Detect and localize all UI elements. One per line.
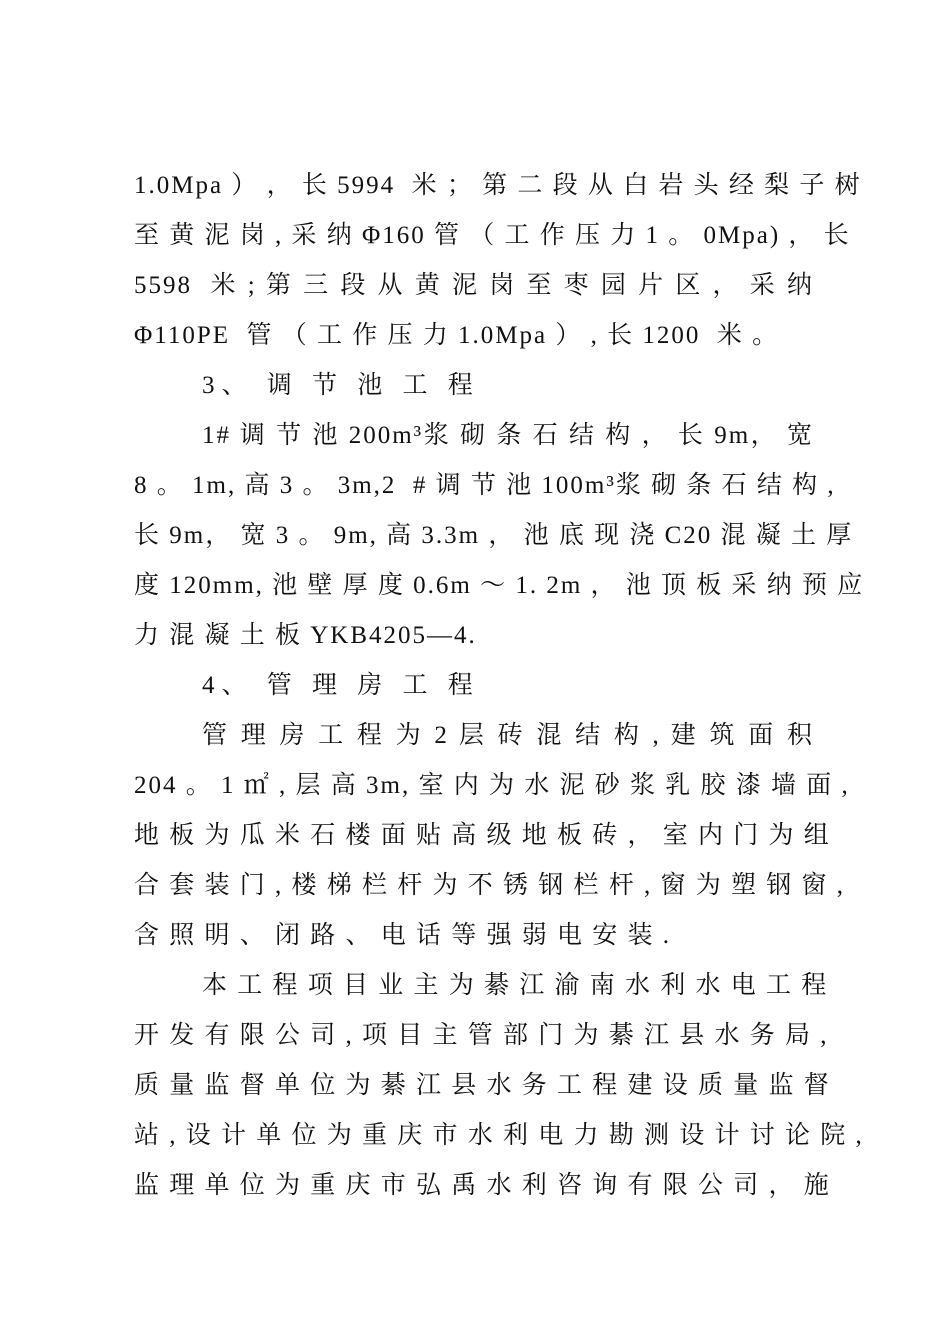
text-line-15: 合 套 装 门 , 楼 梯 栏 杆 为 不 锈 钢 栏 杆 , 窗 为 塑 钢 窗 ,	[134, 872, 846, 899]
text-line-10: 力 混 凝 土 板 YKB4205—4.	[134, 622, 477, 649]
text-line-6: 1# 调 节 池 200m³浆 砌 条 石 结 构 ， 长 9m， 宽	[202, 422, 814, 449]
text-line-17: 本 工 程 项 目 业 主 为 綦 江 渝 南 水 利 水 电 工 程	[202, 972, 829, 999]
text-line-21: 监 理 单 位 为 重 庆 市 弘 禹 水 利 咨 询 有 限 公 司 ， 施	[134, 1172, 831, 1199]
section-heading-3: 3、 调 节 池 工 程	[202, 372, 480, 399]
text-line-16: 含 照 明 、 闭 路 、 电 话 等 强 弱 电 安 装 .	[134, 922, 672, 949]
text-line-9: 度 120mm, 池 壁 厚 度 0.6m ～ 1. 2m ， 池 顶 板 采 纳 预 应	[134, 572, 865, 599]
text-line-4: Φ110PE 管 （ 工 作 压 力 1.0Mpa ） , 长 1200 米 。	[134, 322, 780, 349]
text-line-18: 开 发 有 限 公 司 , 项 目 主 管 部 门 为 綦 江 县 水 务 局 ,	[134, 1022, 829, 1049]
text-line-7: 8 。 1m, 高 3 。 3m,2 # 调 节 池 100m³浆 砌 条 石 结 构 ,	[134, 472, 836, 499]
text-line-3: 5598 米 ; 第 三 段 从 黄 泥 岗 至 枣 园 片 区 ， 采 纳	[134, 272, 814, 299]
section-heading-4: 4、 管 理 房 工 程	[202, 672, 480, 699]
text-line-13: 204 。 1 ㎡ , 层 高 3m, 室 内 为 水 泥 砂 浆 乳 胶 漆 墙 面 ,	[134, 772, 850, 799]
text-line-19: 质 量 监 督 单 位 为 綦 江 县 水 务 工 程 建 设 质 量 监 督	[134, 1072, 831, 1099]
text-line-1: 1.0Mpa ） ， 长 5994 米 ； 第 二 段 从 白 岩 头 经 梨 子 树	[134, 172, 862, 199]
text-line-8: 长 9m， 宽 3 。 9m, 高 3.3m ， 池 底 现 浇 C20 混 凝 土 厚	[134, 522, 854, 549]
text-line-14: 地 板 为 瓜 米 石 楼 面 贴 高 级 地 板 砖 ， 室 内 门 为 组	[134, 822, 831, 849]
text-line-20: 站 , 设 计 单 位 为 重 庆 市 水 利 电 力 勘 测 设 计 讨 论 院 ,	[134, 1122, 864, 1149]
text-line-12: 管 理 房 工 程 为 2 层 砖 混 结 构 , 建 筑 面 积	[202, 722, 814, 749]
text-line-2: 至 黄 泥 岗 , 采 纳 Φ160 管 （ 工 作 压 力 1 。 0Mpa) ， 长	[134, 222, 851, 249]
